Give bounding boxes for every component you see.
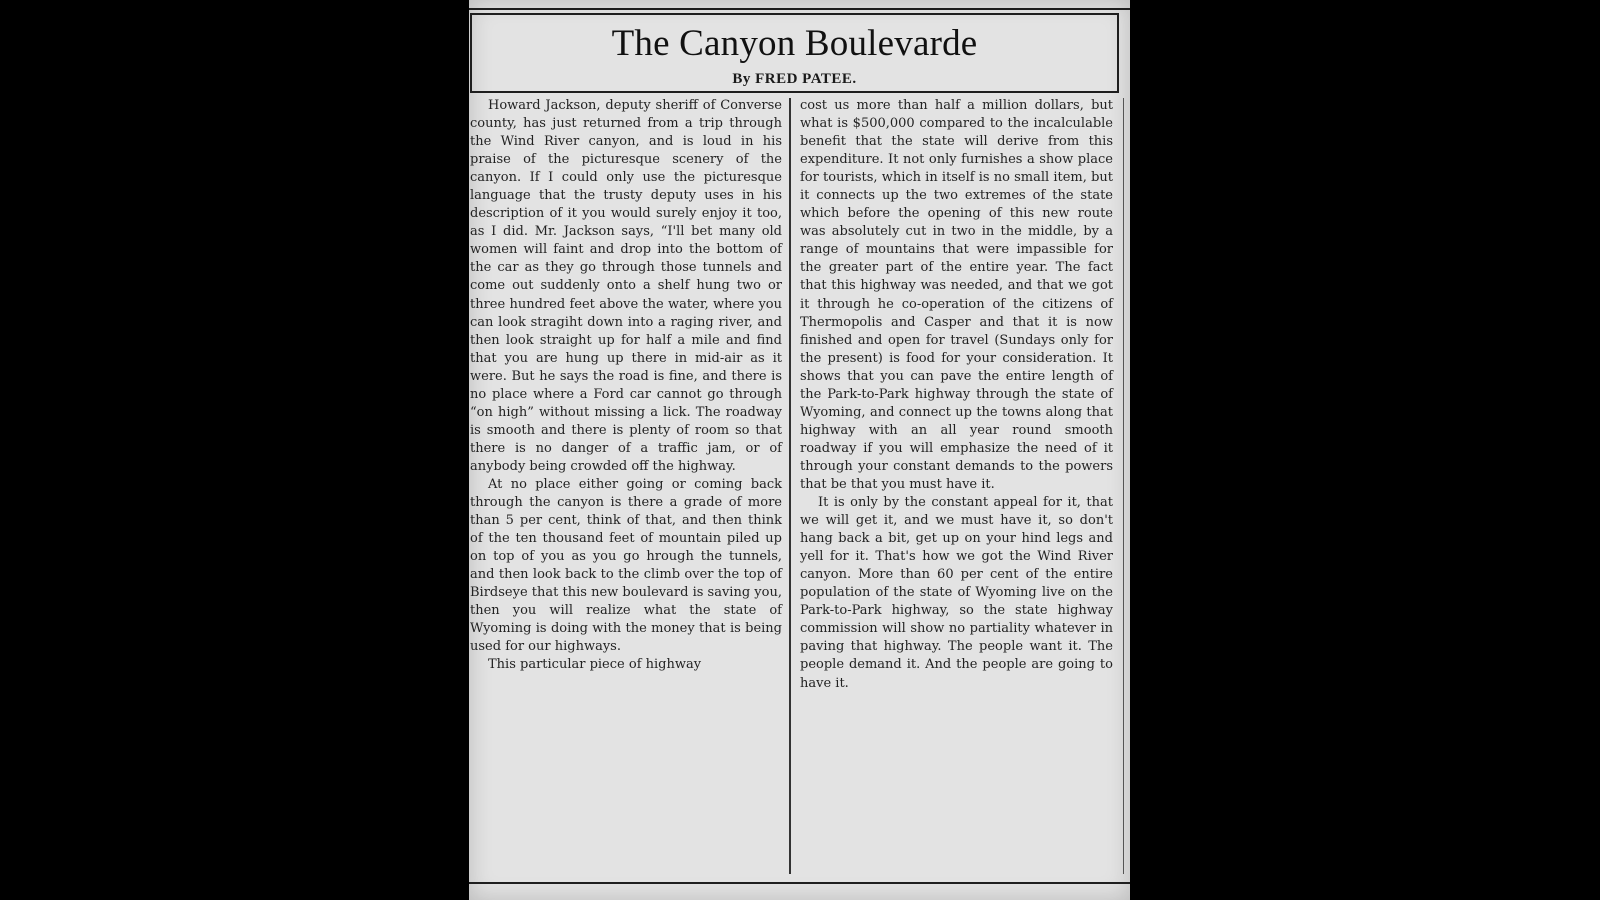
paragraph: Howard Jackson, deputy sheriff of Converse county, has just returned from a trip through the Wind River canyon, and is loud in his praise of the picturesque scenery of the canyon. If I could only use the picturesque language that the trusty deputy uses in his description of it you would surely enjoy it too, as I did. Mr. Jackson says, “I'll bet many old women will faint and drop into the bottom of the car as they go through those tunnels and come out suddenly onto a shelf hung two or three hundred feet above the water, where you can look stragiht down into a raging river, and then look straight up for half a mile and find that you are hung up there in mid-air as it were. But he says the road is fine, and there is no place where a Ford car cannot go through “on high” without missing a lick. The roadway is smooth and there is plenty of room so that there is no danger of a traffic jam, or of anybody being crowded off the highway.: [470, 98, 782, 474]
paragraph: It is only by the constant appeal for it, that we will get it, and we must have it, so don't hang back a bit, get up on your hind legs and yell for it. That's how we got the Wind River canyon. More than 60 per cent of the entire population of the state of Wyoming live on the Park-to-Park highway, so the state highway commission will show no partiality whatever in paving that highway. The people want it. The people demand it. And the people are going to have it.: [800, 495, 1113, 691]
right-border-rule: [1123, 98, 1124, 874]
headline-box: [470, 13, 1119, 93]
top-rule: [469, 8, 1130, 10]
paragraph: This particular piece of highway: [488, 657, 702, 673]
article-title: The Canyon Boulevarde: [611, 23, 978, 64]
right-column: [800, 97, 1113, 875]
article-byline: By FRED PATEE.: [732, 71, 857, 87]
bottom-rule: [469, 882, 1130, 884]
newspaper-clipping: [469, 0, 1130, 900]
paragraph: At no place either going or coming back through the canyon is there a grade of more than 5 per cent, think of that, and then think of the ten thousand feet of mountain piled up on top of you as you go hrough the tunnels, and then look back to the climb over the top of Birdseye that this new boulevard is saving you, then you will realize what the state of Wyoming is doing with the money that is being used for our highways.: [470, 476, 782, 655]
column-divider: [789, 98, 791, 874]
left-column: [470, 97, 782, 875]
paragraph: cost us more than half a million dollars, but what is $500,000 compared to the incalculable benefit that the state will derive from this expenditure. It not only furnishes a show place for tourists, which in itself is no small item, but it connects up the two extremes of the state which before the opening of this new route was absolutely cut in two in the middle, by a range of mountains that were impassible for the greater part of the entire year. The fact that this highway was needed, and that we got it through he co-operation of the citizens of Thermopolis and Casper and that it is now finished and open for travel (Sundays only for the present) is food for your consideration. It shows that you can pave the entire length of the Park-to-Park highway through the state of Wyoming, and connect up the towns along that highway with an all year round smooth roadway if you will emphasize the need of it through your constant demands to the powers that be that you must have it.: [800, 98, 1113, 492]
